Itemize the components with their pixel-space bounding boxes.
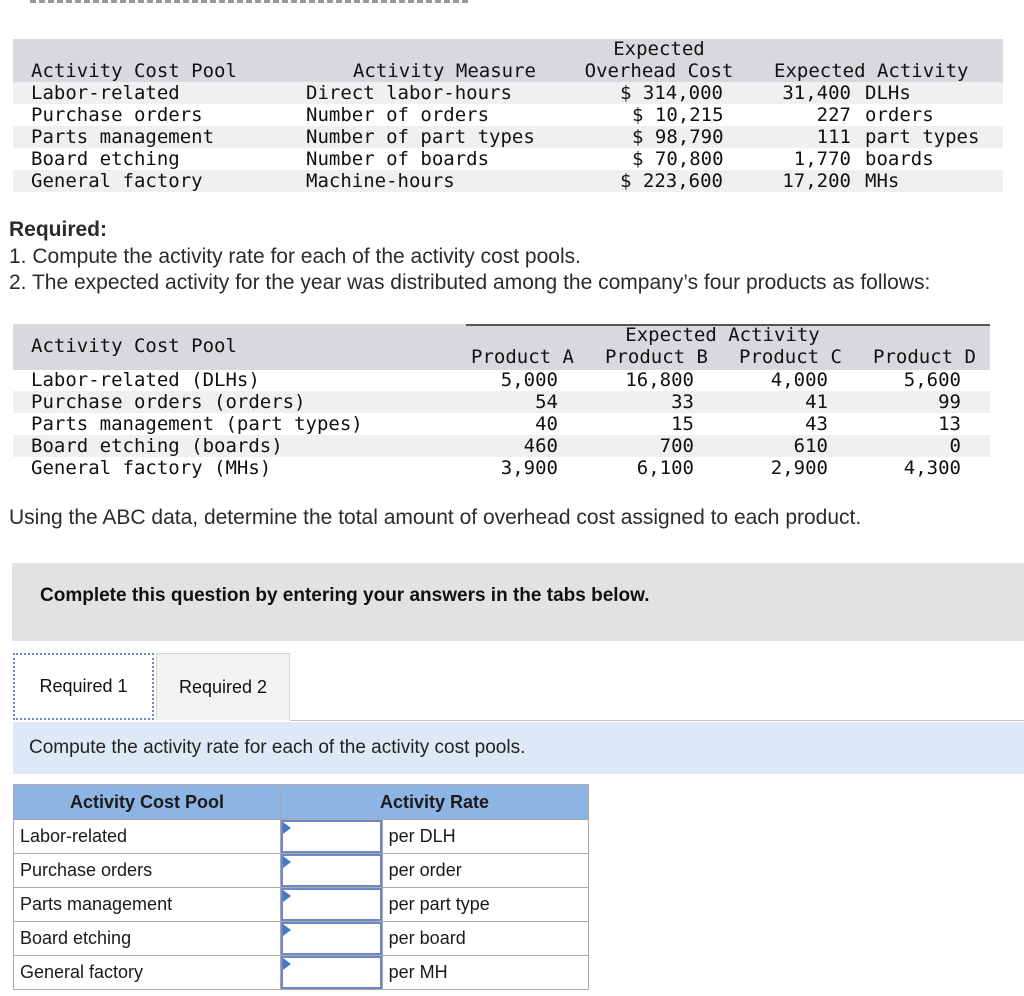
- table2-value-cell: 16,800: [625, 369, 694, 391]
- table1-activity-unit: part types: [865, 126, 980, 148]
- instruction-text: Compute the activity rate for each of the activity cost pools.: [29, 737, 526, 758]
- table2-header-pool: Activity Cost Pool: [31, 335, 237, 357]
- rate-input-box[interactable]: [281, 888, 382, 921]
- pool-label: Parts management: [14, 888, 281, 922]
- table1-header-pool: Activity Cost Pool: [31, 60, 237, 82]
- rate-input-general-factory[interactable]: [281, 956, 383, 990]
- rate-unit: per order: [382, 854, 588, 888]
- cropped-top-text: [0, 0, 1024, 4]
- rate-input-box[interactable]: [281, 922, 382, 955]
- table2-pool-cell: Purchase orders (orders): [31, 391, 306, 413]
- table-row: [14, 956, 589, 990]
- table2-value-cell: 3,900: [500, 457, 558, 479]
- table2-value-cell: 15: [671, 413, 694, 435]
- table1-pool-cell: Parts management: [31, 126, 215, 148]
- activity-rate-table: [13, 784, 589, 990]
- pool-label: Purchase orders: [14, 854, 281, 888]
- table2-value-cell: 99: [938, 391, 961, 413]
- table2-value-cell: 460: [523, 435, 558, 457]
- pool-label: General factory: [14, 956, 281, 990]
- tab-divider: [290, 720, 1024, 721]
- table1-cost-cell: $ 98,790: [632, 126, 724, 148]
- tab-required-2[interactable]: [156, 653, 290, 720]
- table1-cost-cell: $ 10,215: [632, 104, 724, 126]
- table2-value-cell: 54: [535, 391, 558, 413]
- required-title: Required:: [9, 218, 108, 241]
- table2-value-cell: 13: [938, 413, 961, 435]
- table2-value-cell: 0: [949, 435, 961, 457]
- table2-value-cell: 43: [805, 413, 828, 435]
- rate-input-box[interactable]: [281, 854, 382, 887]
- table1-pool-cell: Labor-related: [31, 82, 180, 104]
- rate-input-purchase-orders[interactable]: [281, 854, 383, 888]
- table1-activity-qty: 1,770: [793, 148, 851, 170]
- rate-unit: per board: [382, 922, 588, 956]
- tab-required-1[interactable]: [13, 653, 154, 720]
- rate-input-box[interactable]: [281, 820, 382, 853]
- table1-activity-qty: 227: [816, 104, 851, 126]
- table1-pool-cell: Purchase orders: [31, 104, 203, 126]
- pool-label: Labor-related: [14, 820, 281, 854]
- table2-value-cell: 6,100: [636, 457, 694, 479]
- table1-activity-unit: boards: [865, 148, 934, 170]
- table2-pool-cell: Parts management (part types): [31, 413, 363, 435]
- table2-value-cell: 4,300: [903, 457, 961, 479]
- table1-activity-unit: DLHs: [865, 82, 911, 104]
- table1-cost-cell: $ 223,600: [620, 170, 723, 192]
- table2-value-cell: 5,600: [903, 369, 961, 391]
- rate-input-labor[interactable]: [281, 820, 383, 854]
- table2-value-cell: 610: [793, 435, 828, 457]
- table2-value-cell: 40: [535, 413, 558, 435]
- table2-pool-cell: Board etching (boards): [31, 435, 283, 457]
- table1-cost-cell: $ 314,000: [620, 82, 723, 104]
- table2-value-cell: 2,900: [770, 457, 828, 479]
- pool-label: Board etching: [14, 922, 281, 956]
- table1-activity-qty: 17,200: [782, 170, 851, 192]
- tab-required-2-label: Required 2: [178, 676, 268, 697]
- complete-question-text: Complete this question by entering your answers in the tabs below.: [40, 585, 650, 606]
- rate-unit: per MH: [382, 956, 588, 990]
- table1-header-measure: Activity Measure: [352, 60, 536, 82]
- required-item-1: 1. Compute the activity rate for each of the activity cost pools.: [9, 245, 581, 268]
- complete-question-banner: [12, 563, 1024, 641]
- table1-activity-qty: 31,400: [782, 82, 851, 104]
- table1-measure-cell: Direct labor-hours: [306, 82, 512, 104]
- table1-cost-cell: $ 70,800: [632, 148, 724, 170]
- table2-value-cell: 41: [805, 391, 828, 413]
- instruction-banner: [13, 722, 1024, 774]
- table2-value-cell: 700: [659, 435, 694, 457]
- table1-pool-cell: Board etching: [31, 148, 180, 170]
- required-item-2: 2. The expected activity for the year was distributed among the company’s four products as follows:: [9, 271, 931, 294]
- rate-input-board-etching[interactable]: [281, 922, 383, 956]
- table-row: [14, 854, 589, 888]
- table2-header-product-c: Product C: [739, 346, 842, 368]
- table1-header-activity: Expected Activity: [774, 60, 969, 82]
- header-activity-rate: Activity Rate: [281, 785, 589, 820]
- header-activity-cost-pool: Activity Cost Pool: [14, 785, 281, 820]
- table2-value-cell: 5,000: [500, 369, 558, 391]
- table1-activity-unit: MHs: [865, 170, 900, 192]
- table1-measure-cell: Number of orders: [306, 104, 490, 126]
- table2-header-product-b: Product B: [605, 346, 708, 368]
- table-row: [14, 820, 589, 854]
- table2-pool-cell: Labor-related (DLHs): [31, 369, 260, 391]
- tab-required-1-label: Required 1: [39, 676, 128, 696]
- rate-unit: per DLH: [382, 820, 588, 854]
- rate-input-box[interactable]: [281, 956, 382, 989]
- table-row: [14, 922, 589, 956]
- table-row: [14, 888, 589, 922]
- table1-header-cost-line1: Expected: [613, 38, 705, 60]
- rate-unit: per part type: [382, 888, 588, 922]
- table2-pool-cell: General factory (MHs): [31, 457, 272, 479]
- rate-input-parts-management[interactable]: [281, 888, 383, 922]
- table2-header-expected-activity: Expected Activity: [625, 324, 820, 346]
- table2-header-product-a: Product A: [471, 346, 574, 368]
- abc-question-text: Using the ABC data, determine the total amount of overhead cost assigned to each product.: [9, 506, 862, 529]
- table2-header-product-d: Product D: [873, 346, 976, 368]
- table2-value-cell: 4,000: [770, 369, 828, 391]
- table1-measure-cell: Number of part types: [306, 126, 535, 148]
- table1-measure-cell: Number of boards: [306, 148, 490, 170]
- table1-activity-qty: 111: [816, 126, 851, 148]
- table2-value-cell: 33: [671, 391, 694, 413]
- table1-header-cost-line2: Overhead Cost: [584, 60, 734, 82]
- table1-activity-unit: orders: [865, 104, 934, 126]
- table1-measure-cell: Machine-hours: [306, 170, 455, 192]
- table1-pool-cell: General factory: [31, 170, 203, 192]
